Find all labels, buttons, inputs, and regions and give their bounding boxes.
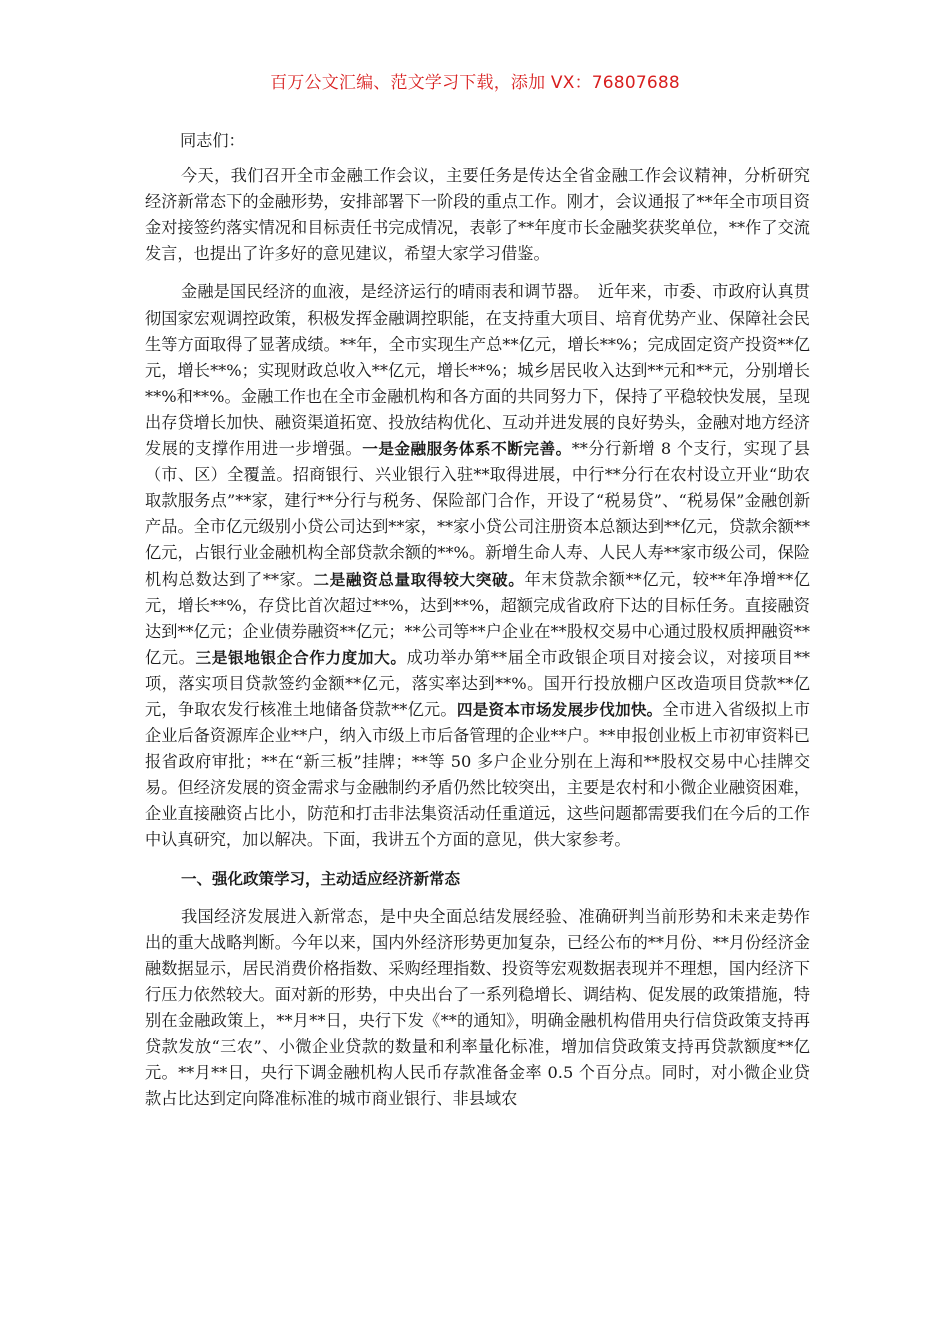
point-three-heading: 三是银地银企合作力度加大。 <box>195 648 407 667</box>
achievements-text-4: 成功举办第**届全市政银企项目对接会议，对接项目**项，落实项目贷款签约金额**亿元，落实率达到**%。国开行投放棚户区改造项目贷款**亿元，争取农发行核准土地储备贷款**亿元。 <box>145 647 811 719</box>
point-one-heading: 一是金融服务体系不断完善。 <box>362 440 572 459</box>
document-body <box>145 128 810 1124</box>
point-four-heading: 四是资本市场发展步伐加快。 <box>456 700 663 719</box>
achievements-text-1: 金融是国民经济的血液，是经济运行的晴雨表和调节器。 近年来，市委、市政府认真贯彻国家宏观调控政策，积极发挥金融调控职能，在支持重大项目、培育优势产业、保障社会民生等方面取得了显著成绩。**年，全市实现生产总**亿元，增长**%；完成固定资产投资**亿元，增长**%；实现财政总收入**亿元，增长**%；城乡居民收入达到**元和**元，分别增长**%和**%。金融工作也在全市金融机构和各方面的共同努力下，保持了平稳较快发展，呈现出存贷增长加快、融资渠道拓宽、投放结构优化、互动并进发展的良好势头，金融对地方经济发展的支撑作用进一步增强。 <box>145 282 810 459</box>
achievements-text-5: 全市进入省级拟上市企业后备资源库企业**户，纳入市级上市后备管理的企业**户。**申报创业板上市初审资料已报省政府审批；**在“新三板”挂牌；**等 50 多户企业分别在上海和**股权交易中心挂牌交易。但经济发展的资金需求与金融制约矛盾仍然比较突出，主要是农村和小微企业融资困难，企业直接融资占比小，防范和打击非法集资活动任重道远，这些问题都需要我们在今后的工作中认真研究，加以解决。下面，我讲五个方面的意见，供大家参考。 <box>145 699 810 850</box>
point-two-heading: 二是融资总量取得较大突破。 <box>313 570 525 589</box>
paragraph-new-normal: 我国经济发展进入新常态，是中央全面总结发展经验、准确研判当前形势和未来走势作出的重大战略判断。今年以来，国内外经济形势更加复杂，已经公布的**月份、**月份经济金融数据显示，居民消费价格指数、采购经理指数、投资等宏观数据表现并不理想，国内经济下行压力依然较大。面对新的形势，中央出台了一系列稳增长、调结构、促发展的政策措施，特别在金融政策上，**月**日，央行下发《**的通知》，明确金融机构借用央行信贷政策支持再贷款发放“三农”、小微企业贷款的数量和利率量化标准，增加信贷政策支持再贷款额度**亿元。**月**日，央行下调金融机构人民币存款准备金率 0.5 个百分点。同时，对小微企业贷款占比达到定向降准标准的城市商业银行、非县域农 <box>145 906 810 1109</box>
header-banner: 百万公文汇编、范文学习下载，添加 VX：76807688 <box>270 73 680 93</box>
achievements-text-3: 年末贷款余额**亿元，较**年净增**亿元，增长**%，存贷比首次超过**%，达到**%，超额完成省政府下达的目标任务。直接融资达到**亿元；企业债券融资**亿元；**公司等**户企业在**股权交易中心通过股权质押融资**亿元。 <box>145 569 810 667</box>
section-heading-1: 一、强化政策学习，主动适应经济新常态 <box>181 869 461 888</box>
salutation: 同志们： <box>180 131 245 150</box>
achievements-text-2: **分行新增 8 个支行，实现了县（市、区）全覆盖。招商银行、兴业银行入驻**取得进展，中行**分行在农村设立开业“助农取款服务点”**家，建行**分行与税务、保险部门合作，开设了“税易贷”、“税易保”金融创新产品。全市亿元级别小贷公司达到**家，**家小贷公司注册资本总额达到**亿元，贷款余额**亿元，占银行业金融机构全部贷款余额的**%。新增生命人寿、人民人寿**家市级公司，保险机构总数达到了**家。 <box>145 439 810 589</box>
paragraph-opening: 今天，我们召开全市金融工作会议，主要任务是传达全省金融工作会议精神，分析研究经济新常态下的金融形势，安排部署下一阶段的重点工作。刚才，会议通报了**年全市项目资金对接签约落实情况和目标责任书完成情况，表彰了**年度市长金融奖获奖单位，**作了交流发言，也提出了许多好的意见建议，希望大家学习借鉴。 <box>145 166 810 264</box>
paragraph-achievements <box>145 279 810 853</box>
